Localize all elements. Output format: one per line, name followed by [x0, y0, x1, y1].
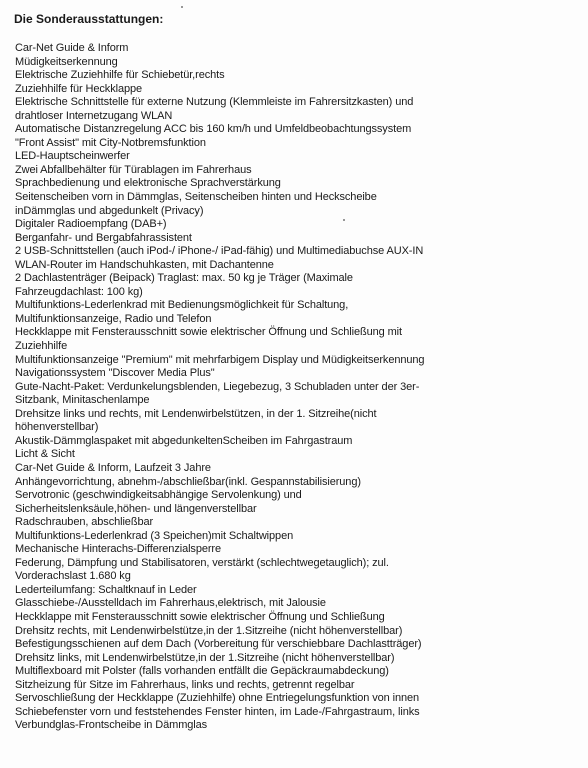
equipment-line: Zuziehhilfe für Heckklappe [15, 82, 143, 95]
equipment-line: Verbundglas-Frontscheibe in Dämmglas [15, 719, 208, 732]
equipment-line: Schiebefenster vorn und feststehendes Fenster hinten, im Lade-/Fahrgastraum, links [15, 705, 420, 718]
equipment-line: Automatische Distanzregelung ACC bis 160 km/h und Umfeldbeobachtungssystem [15, 123, 412, 136]
equipment-line: Car-Net Guide & Inform [15, 42, 129, 54]
equipment-line: Multifunktionsanzeige "Premium" mit mehrfarbigem Display und Müdigkeitserkennung [15, 353, 425, 366]
equipment-line: Drehsitz rechts, mit Lendenwirbelstütze,in der 1.Sitzreihe (nicht höhenverstellbar) [15, 624, 403, 637]
equipment-line: Multiflexboard mit Polster (falls vorhanden entfällt die Gepäckraumabdeckung) [15, 665, 389, 678]
equipment-line: Federung, Dämpfung und Stabilisatoren, verstärkt (schlechtwegetauglich); zul. [15, 556, 389, 569]
equipment-line: "Front Assist" mit City-Notbremsfunktion [15, 136, 206, 149]
equipment-line: Sitzbank, Minitaschenlampe [15, 394, 150, 407]
equipment-line: 2 USB-Schnittstellen (auch iPod-/ iPhone-/ iPad-fähig) und Multimediabuchse AUX-IN [15, 245, 424, 258]
equipment-line: Vorderachslast 1.680 kg [15, 570, 131, 583]
equipment-line: Fahrzeugdachlast: 100 kg) [15, 285, 143, 298]
equipment-line: Berganfahr- und Bergabfahrassistent [15, 231, 192, 244]
equipment-line: Anhängevorrichtung, abnehm-/abschließbar(inkl. Gespannstabilisierung) [15, 475, 361, 488]
equipment-line: höhenverstellbar) [15, 421, 99, 434]
equipment-line: Multifunktions-Lederlenkrad (3 Speichen)mit Schaltwippen [15, 529, 294, 542]
equipment-line: Müdigkeitserkennung [15, 55, 118, 68]
equipment-line: Zuziehhilfe [15, 340, 68, 353]
equipment-line: Glasschiebe-/Ausstelldach im Fahrerhaus,elektrisch, mit Jalousie [15, 597, 326, 610]
scan-speck [181, 6, 183, 8]
equipment-line: Radschrauben, abschließbar [15, 516, 154, 529]
equipment-line: drahtloser Internetzugang WLAN [15, 109, 173, 122]
equipment-line: Licht & Sicht [15, 448, 75, 461]
equipment-line: Car-Net Guide & Inform, Laufzeit 3 Jahre [15, 461, 211, 474]
equipment-line: Akustik-Dämmglaspaket mit abgedunkeltenScheiben im Fahrgastraum [15, 434, 353, 447]
equipment-line: Gute-Nacht-Paket: Verdunkelungsblenden, Liegebezug, 3 Schubladen unter der 3er- [15, 380, 420, 393]
equipment-line: Sprachbedienung und elektronische Sprachverstärkung [15, 177, 281, 190]
equipment-line: Multifunktions-Lederlenkrad mit Bedienungsmöglichkeit für Schaltung, [15, 299, 349, 312]
equipment-line: Elektrische Schnittstelle für externe Nutzung (Klemmleiste im Fahrersitzkasten) und [15, 96, 414, 109]
scan-speck [343, 219, 345, 221]
equipment-line: WLAN-Router im Handschuhkasten, mit Dachantenne [15, 258, 274, 271]
equipment-line: Heckklappe mit Fensterausschnitt sowie elektrischer Öffnung und Schließung [15, 610, 385, 623]
equipment-line: Befestigungsschienen auf dem Dach (Vorbereitung für verschiebbare Dachlastträger) [15, 638, 422, 651]
equipment-line: Elektrische Zuziehhilfe für Schiebetür,rechts [15, 69, 225, 82]
equipment-line: Servotronic (geschwindigkeitsabhängige Servolenkung) und [15, 489, 302, 502]
equipment-line: Lederteilumfang: Schaltknauf in Leder [15, 583, 197, 596]
equipment-line: Mechanische Hinterachs-Differenzialsperre [15, 543, 222, 556]
equipment-line: Zwei Abfallbehälter für Türablagen im Fahrerhaus [15, 163, 252, 176]
equipment-line: Navigationssystem "Discover Media Plus" [15, 367, 215, 380]
equipment-line: Multifunktionsanzeige, Radio und Telefon [15, 312, 212, 325]
equipment-line: Heckklappe mit Fensterausschnitt sowie elektrischer Öffnung und Schließung mit [15, 326, 402, 339]
equipment-line: Digitaler Radioempfang (DAB+) [15, 218, 167, 231]
equipment-line: inDämmglas und abgedunkelt (Privacy) [15, 204, 204, 217]
equipment-line: Sicherheitslenksäule,höhen- und längenverstellbar [15, 502, 257, 515]
equipment-line: Drehsitz links, mit Lendenwirbelstütze,in der 1.Sitzreihe (nicht höhenverstellbar) [15, 651, 395, 664]
document-heading: Die Sonderausstattungen: [14, 12, 164, 26]
equipment-list [15, 42, 424, 733]
equipment-line: Drehsitze links und rechts, mit Lendenwirbelstützen, in der 1. Sitzreihe(nicht [15, 407, 377, 420]
equipment-line: 2 Dachlastenträger (Beipack) Traglast: max. 50 kg je Träger (Maximale [15, 272, 353, 285]
equipment-line: Servoschließung der Heckklappe (Zuziehhilfe) ohne Entriegelungsfunktion von innen [15, 692, 420, 705]
equipment-line: Sitzheizung für Sitze im Fahrerhaus, links und rechts, getrennt regelbar [15, 678, 355, 691]
equipment-line: LED-Hauptscheinwerfer [15, 150, 130, 163]
equipment-line: Seitenscheiben vorn in Dämmglas, Seitenscheiben hinten und Heckscheibe [15, 191, 377, 204]
